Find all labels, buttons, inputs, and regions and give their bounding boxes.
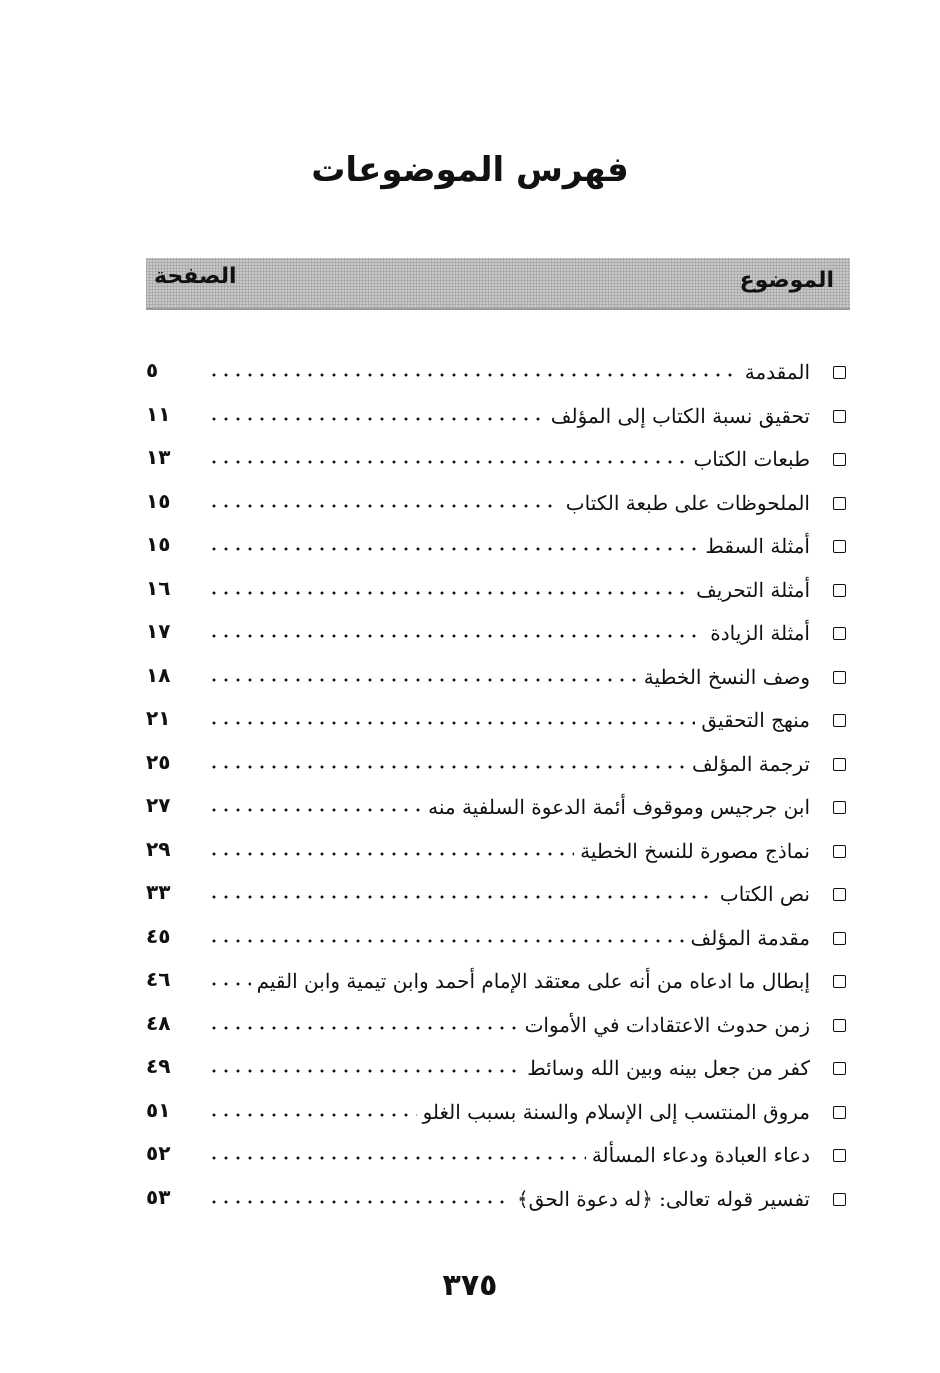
dot-leader <box>208 974 251 994</box>
dot-leader <box>208 887 714 907</box>
bullet-square-icon <box>833 497 846 510</box>
toc-entry-label[interactable]: الملحوظات على طبعة الكتاب <box>565 490 810 515</box>
topic-column-header: الموضوع <box>739 268 834 293</box>
toc-entry-label[interactable]: مروق المنتسب إلى الإسلام والسنة بسبب الغلو <box>422 1099 810 1124</box>
dot-leader <box>208 931 685 951</box>
toc-page-number: ٥١ <box>146 1097 171 1122</box>
dot-leader <box>208 844 574 864</box>
toc-page-number: ٤٨ <box>146 1010 171 1035</box>
bullet-square-icon <box>833 1062 846 1075</box>
toc-row[interactable] <box>146 396 850 440</box>
dot-leader <box>208 670 638 690</box>
toc-page-number: ٥ <box>146 358 159 382</box>
toc-row[interactable] <box>146 613 850 657</box>
toc-page-number: ٢١ <box>146 706 171 730</box>
page-title: فهرس الموضوعات <box>311 150 629 190</box>
toc-header-bar <box>146 258 850 310</box>
toc-entry-label[interactable]: نماذج مصورة للنسخ الخطية <box>580 838 810 863</box>
dot-leader <box>208 1105 417 1125</box>
toc-row[interactable] <box>146 1179 850 1223</box>
dot-leader <box>208 409 545 429</box>
toc-row[interactable] <box>146 831 850 875</box>
toc-entry-label[interactable]: إبطال ما ادعاه من أنه على معتقد الإمام أحمد وابن تيمية وابن القيم <box>256 969 810 993</box>
toc-page-number: ٤٦ <box>146 967 171 991</box>
toc-entry-label[interactable]: أمثلة التحريف <box>696 577 810 602</box>
toc-row[interactable] <box>146 1135 850 1179</box>
bullet-square-icon <box>833 671 846 684</box>
toc-row[interactable] <box>146 918 850 962</box>
toc-entry-label[interactable]: تحقيق نسبة الكتاب إلى المؤلف <box>550 403 810 428</box>
bullet-square-icon <box>833 584 846 597</box>
bullet-square-icon <box>833 1193 846 1206</box>
dot-leader <box>208 626 704 646</box>
toc-entry-label[interactable]: وصف النسخ الخطية <box>643 664 810 689</box>
dot-leader <box>208 539 699 559</box>
toc-page-number: ١٥ <box>146 532 171 556</box>
toc-entry-label[interactable]: مقدمة المؤلف <box>690 925 810 950</box>
bullet-square-icon <box>833 1149 846 1162</box>
toc-row[interactable] <box>146 483 850 527</box>
toc-entry-label[interactable]: منهج التحقيق <box>701 708 810 732</box>
bullet-square-icon <box>833 627 846 640</box>
dot-leader <box>208 757 686 777</box>
bullet-square-icon <box>833 975 846 988</box>
toc-row[interactable] <box>146 1092 850 1136</box>
toc-entry-label[interactable]: دعاء العبادة ودعاء المسألة <box>591 1143 810 1167</box>
toc-page-number: ٣٣ <box>146 880 171 904</box>
toc-row[interactable] <box>146 526 850 570</box>
bullet-square-icon <box>833 410 846 423</box>
toc-page-number: ١٧ <box>146 619 171 643</box>
toc-row[interactable] <box>146 744 850 788</box>
bullet-square-icon <box>833 845 846 858</box>
page-number-footer: ٣٧٥ <box>442 1268 498 1303</box>
bullet-square-icon <box>833 453 846 466</box>
dot-leader <box>208 1148 586 1168</box>
dot-leader <box>208 1061 521 1081</box>
toc-entry-label[interactable]: أمثلة السقط <box>705 534 810 558</box>
toc-page-number: ١٦ <box>146 575 171 600</box>
toc-row[interactable] <box>146 570 850 614</box>
toc-row[interactable] <box>146 1048 850 1092</box>
toc-page-number: ١٥ <box>146 488 171 513</box>
toc-page-number: ٢٥ <box>146 749 171 774</box>
toc-entry-label[interactable]: المقدمة <box>744 360 810 384</box>
toc-entry-label[interactable]: نص الكتاب <box>719 882 810 906</box>
dot-leader <box>208 452 687 472</box>
bullet-square-icon <box>833 932 846 945</box>
bullet-square-icon <box>833 888 846 901</box>
toc-row[interactable] <box>146 874 850 918</box>
toc-entry-label[interactable]: طبعات الكتاب <box>693 447 810 471</box>
bullet-square-icon <box>833 714 846 727</box>
toc-page-number: ٢٩ <box>146 836 171 861</box>
toc-row[interactable] <box>146 961 850 1005</box>
bullet-square-icon <box>833 1019 846 1032</box>
toc-entry-label[interactable]: تفسير قوله تعالى: ﴿له دعوة الحق﴾ <box>516 1186 810 1211</box>
dot-leader <box>208 365 739 385</box>
dot-leader <box>208 1192 511 1212</box>
toc-row[interactable] <box>146 787 850 831</box>
toc-page-number: ١١ <box>146 401 171 426</box>
toc-entry-label[interactable]: كفر من جعل بينه وبين الله وسائط <box>527 1056 810 1080</box>
page-column-header: الصفحة <box>154 264 237 289</box>
toc-page-number: ٤٥ <box>146 923 171 948</box>
bullet-square-icon <box>833 801 846 814</box>
toc-entry-label[interactable]: ابن جرجيس وموقوف أئمة الدعوة السلفية منه <box>428 795 810 819</box>
bullet-square-icon <box>833 540 846 553</box>
toc-row[interactable] <box>146 352 850 396</box>
toc-row[interactable] <box>146 657 850 701</box>
toc-row[interactable] <box>146 700 850 744</box>
table-of-contents <box>146 352 850 1222</box>
toc-page-number: ٤٩ <box>146 1054 171 1078</box>
toc-entry-label[interactable]: زمن حدوث الاعتقادات في الأموات <box>524 1012 810 1037</box>
bullet-square-icon <box>833 1106 846 1119</box>
toc-entry-label[interactable]: ترجمة المؤلف <box>692 751 810 776</box>
bullet-square-icon <box>833 758 846 771</box>
dot-leader <box>208 1018 519 1038</box>
toc-page-number: ١٣ <box>146 445 171 469</box>
toc-page-number: ٥٣ <box>146 1184 171 1209</box>
toc-entry-label[interactable]: أمثلة الزيادة <box>710 621 810 645</box>
toc-row[interactable] <box>146 439 850 483</box>
dot-leader <box>208 713 695 733</box>
dot-leader <box>208 800 422 820</box>
toc-page-number: ٢٧ <box>146 793 171 817</box>
dot-leader <box>208 496 560 516</box>
bullet-square-icon <box>833 366 846 379</box>
toc-row[interactable] <box>146 1005 850 1049</box>
toc-page-number: ١٨ <box>146 662 171 687</box>
dot-leader <box>208 583 690 603</box>
toc-page-number: ٥٢ <box>146 1141 171 1165</box>
